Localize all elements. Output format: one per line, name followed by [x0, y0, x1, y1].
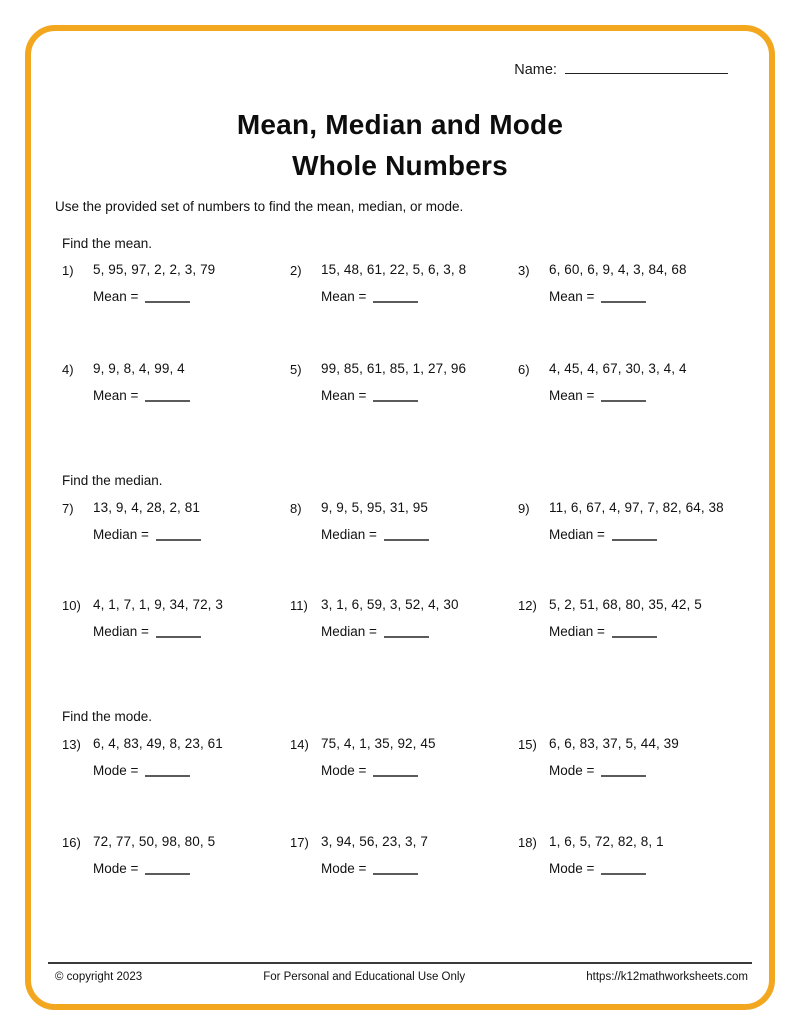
problem-values: 4, 1, 7, 1, 9, 34, 72, 3	[93, 597, 223, 612]
answer-blank-line	[601, 764, 646, 777]
problem-values: 72, 77, 50, 98, 80, 5	[93, 834, 216, 849]
answer-blank-line	[145, 764, 190, 777]
answer-label: Mode =	[93, 763, 139, 778]
answer-blank-line	[612, 625, 657, 638]
problem-values: 1, 6, 5, 72, 82, 8, 1	[549, 834, 664, 849]
problem-number: 3)	[518, 263, 530, 278]
footer-website-link[interactable]: https://k12mathworksheets.com	[586, 971, 748, 983]
problem-number: 7)	[62, 501, 74, 516]
section-heading-mean: Find the mean.	[62, 236, 153, 251]
answer-blank-line	[601, 862, 646, 875]
problem-values: 99, 85, 61, 85, 1, 27, 96	[321, 361, 467, 376]
problem-values: 6, 4, 83, 49, 8, 23, 61	[93, 736, 223, 751]
problem-15	[518, 736, 746, 778]
problem-6	[518, 361, 746, 403]
footer	[55, 971, 748, 983]
answer-blank-line	[145, 290, 190, 303]
answer-label: Mean =	[321, 289, 367, 304]
problem-8	[290, 500, 518, 542]
problem-number: 18)	[518, 835, 537, 850]
answer-label: Median =	[549, 624, 605, 639]
problem-number: 2)	[290, 263, 302, 278]
footer-divider	[48, 962, 752, 964]
problem-13	[62, 736, 290, 778]
footer-copyright: © copyright 2023	[55, 971, 143, 983]
section-heading-median: Find the median.	[62, 473, 163, 488]
problem-4	[62, 361, 290, 403]
problem-values: 5, 95, 97, 2, 2, 3, 79	[93, 262, 216, 277]
answer-label: Median =	[321, 624, 377, 639]
problem-12	[518, 597, 746, 639]
problem-number: 5)	[290, 362, 302, 377]
problem-number: 6)	[518, 362, 530, 377]
problem-1	[62, 262, 290, 304]
answer-label: Mean =	[93, 388, 139, 403]
answer-blank-line	[156, 528, 201, 541]
answer-label: Mode =	[93, 861, 139, 876]
answer-blank-line	[373, 389, 418, 402]
problem-values: 5, 2, 51, 68, 80, 35, 42, 5	[549, 597, 702, 612]
problem-number: 15)	[518, 737, 537, 752]
answer-label: Mean =	[549, 289, 595, 304]
answer-label: Mode =	[321, 763, 367, 778]
answer-label: Median =	[93, 624, 149, 639]
answer-blank-line	[373, 862, 418, 875]
title-line1: Mean, Median and Mode	[236, 109, 564, 140]
answer-label: Mean =	[321, 388, 367, 403]
problem-number: 11)	[290, 598, 308, 613]
problem-row	[62, 262, 752, 304]
problem-row	[62, 597, 752, 639]
answer-label: Mean =	[93, 289, 139, 304]
answer-blank-line	[384, 625, 429, 638]
footer-usage-note: For Personal and Educational Use Only	[263, 971, 466, 983]
problem-3	[518, 262, 746, 304]
problem-number: 17)	[290, 835, 309, 850]
problem-values: 6, 60, 6, 9, 4, 3, 84, 68	[549, 262, 687, 277]
name-row	[514, 60, 728, 78]
problem-2	[290, 262, 518, 304]
problem-values: 15, 48, 61, 22, 5, 6, 3, 8	[321, 262, 467, 277]
answer-blank-line	[612, 528, 657, 541]
problem-row	[62, 736, 752, 778]
problem-values: 75, 4, 1, 35, 92, 45	[321, 736, 436, 751]
problem-values: 4, 45, 4, 67, 30, 3, 4, 4	[549, 361, 687, 376]
answer-blank-line	[384, 528, 429, 541]
answer-label: Median =	[321, 527, 377, 542]
problem-16	[62, 834, 290, 876]
answer-label: Median =	[549, 527, 605, 542]
problem-14	[290, 736, 518, 778]
answer-blank-line	[145, 862, 190, 875]
problem-18	[518, 834, 746, 876]
problem-row	[62, 361, 752, 403]
problem-5	[290, 361, 518, 403]
problem-7	[62, 500, 290, 542]
problem-10	[62, 597, 290, 639]
problem-values: 6, 6, 83, 37, 5, 44, 39	[549, 736, 679, 751]
problem-values: 13, 9, 4, 28, 2, 81	[93, 500, 200, 515]
problem-11	[290, 597, 518, 639]
answer-blank-line	[601, 290, 646, 303]
problem-values: 3, 1, 6, 59, 3, 52, 4, 30	[321, 597, 459, 612]
problem-number: 10)	[62, 598, 81, 613]
problem-number: 12)	[518, 598, 537, 613]
section-heading-mode: Find the mode.	[62, 709, 153, 724]
answer-blank-line	[373, 290, 418, 303]
problem-number: 14)	[290, 737, 309, 752]
instructions: Use the provided set of numbers to find the mean, median, or mode.	[55, 199, 464, 214]
problem-row	[62, 834, 752, 876]
page-title	[0, 104, 800, 186]
answer-label: Mode =	[549, 763, 595, 778]
answer-blank-line	[373, 764, 418, 777]
answer-blank-line	[156, 625, 201, 638]
problem-number: 9)	[518, 501, 530, 516]
problem-number: 8)	[290, 501, 302, 516]
problem-values: 9, 9, 8, 4, 99, 4	[93, 361, 185, 376]
answer-label: Mode =	[549, 861, 595, 876]
answer-label: Mean =	[549, 388, 595, 403]
problem-9	[518, 500, 746, 542]
answer-label: Mode =	[321, 861, 367, 876]
answer-label: Median =	[93, 527, 149, 542]
problem-number: 16)	[62, 835, 81, 850]
problem-17	[290, 834, 518, 876]
problem-values: 11, 6, 67, 4, 97, 7, 82, 64, 38	[549, 500, 724, 515]
problem-values: 9, 9, 5, 95, 31, 95	[321, 500, 428, 515]
problem-values: 3, 94, 56, 23, 3, 7	[321, 834, 428, 849]
problem-number: 1)	[62, 263, 74, 278]
answer-blank-line	[145, 389, 190, 402]
problem-number: 13)	[62, 737, 81, 752]
title-line2: Whole Numbers	[292, 150, 508, 181]
problem-number: 4)	[62, 362, 74, 377]
name-blank-line	[565, 60, 728, 74]
name-label: Name:	[514, 62, 557, 78]
answer-blank-line	[601, 389, 646, 402]
problem-row	[62, 500, 752, 542]
